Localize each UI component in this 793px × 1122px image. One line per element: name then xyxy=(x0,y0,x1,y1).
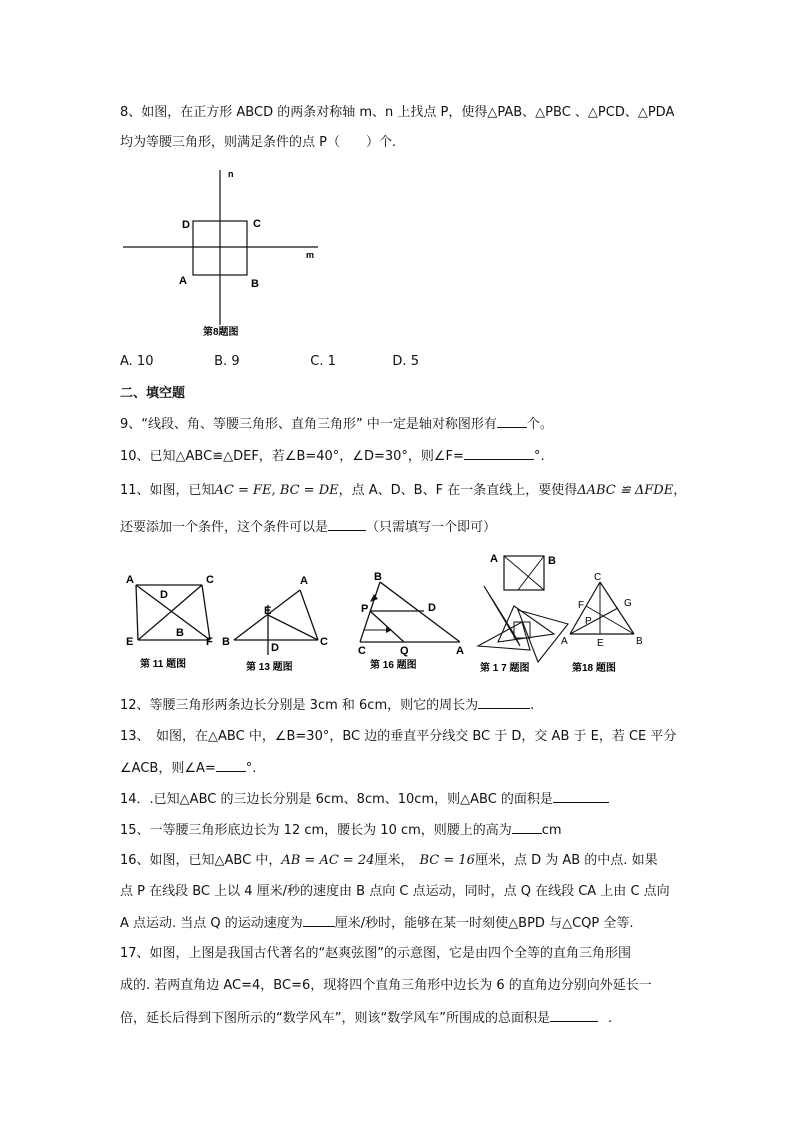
q16-text: 16、如图，已知△ABC 中， xyxy=(120,853,282,868)
q15-text-after: cm xyxy=(541,823,562,838)
q12-text: 12、等腰三角形两条边长分别是 3cm 和 6cm，则它的周长为 xyxy=(120,698,479,713)
q16-math-ab-ac: AB = AC = 24 xyxy=(281,853,375,868)
fig17 xyxy=(478,553,568,674)
label-D: D xyxy=(182,219,190,231)
fig16-C: C xyxy=(358,645,366,657)
q8-figure xyxy=(118,165,328,345)
q11-line2 xyxy=(120,517,496,538)
q10-text: 10、已知△ABC≌△DEF，若∠B=40°，∠D=30°，则∠F= xyxy=(120,449,464,464)
q8-option-c[interactable]: C. 1 xyxy=(310,354,336,369)
fig13-C: C xyxy=(320,636,328,648)
q8-option-a[interactable]: A. 10 xyxy=(120,354,154,369)
q17-line3-text: 倍，延长后得到下图所示的“数学风车”，则该“数学风车”所围成的总面积是 xyxy=(120,1011,550,1026)
q11-text-mid: ，点 A、D、B、F 在一条直线上，要使得 xyxy=(338,483,578,498)
q11-line1 xyxy=(120,481,686,501)
q8-line1: 8、如图，在正方形 ABCD 的两条对称轴 m、n 上找点 P，使得△PAB、△PBC 、△PCD、△PDA xyxy=(120,105,675,120)
q16-line3-text: A 点运动. 当点 Q 的运动速度为 xyxy=(120,916,303,931)
q11-text: 11、如图，已知 xyxy=(120,483,215,498)
label-A: A xyxy=(179,275,187,287)
q8-options xyxy=(120,352,419,372)
q11-math-condition: AC = FE, BC = DE xyxy=(214,483,339,498)
fig17-B: B xyxy=(548,555,556,567)
q17-answer-blank[interactable] xyxy=(550,1008,598,1022)
fig18-E: E xyxy=(597,638,604,649)
fig18-caption: 第18 题图 xyxy=(572,663,616,674)
q15 xyxy=(120,820,562,841)
figure-row xyxy=(118,550,678,680)
q12-answer-blank[interactable] xyxy=(478,695,530,709)
fig16-A: A xyxy=(456,645,464,657)
fig13-D: D xyxy=(271,642,279,654)
fig18-G: G xyxy=(624,598,632,609)
q16-text-after: 厘米，点 D 为 AB 的中点. 如果 xyxy=(474,853,658,868)
fig18-C: C xyxy=(594,572,602,583)
q12-text-after: . xyxy=(530,698,535,713)
fig18-B: B xyxy=(636,636,643,647)
q17-line1: 17、如图，上图是我国古代著名的“赵爽弦图”的示意图，它是由四个全等的直角三角形围 xyxy=(120,946,632,961)
q17-line3 xyxy=(120,1008,612,1029)
q13-line1: 13、 如图，在△ABC 中，∠B=30°，BC 边的垂直平分线交 BC 于 D，交 AB 于 E，若 CE 平分 xyxy=(120,729,677,744)
label-C: C xyxy=(253,218,261,230)
q10-text-after: °. xyxy=(533,449,545,464)
q16-answer-blank[interactable] xyxy=(303,913,335,927)
fig13-B: B xyxy=(222,636,230,648)
fig17-A: A xyxy=(490,553,498,565)
q8-option-b[interactable]: B. 9 xyxy=(214,354,240,369)
q16-line3-after: 厘米/秒时，能够在某一时刻使△BPD 与△CQP 全等. xyxy=(334,916,634,931)
q11-answer-blank[interactable] xyxy=(328,517,366,531)
q15-answer-blank[interactable] xyxy=(512,820,542,834)
fig11-F: F xyxy=(206,636,213,648)
q13-line2-text: ∠ACB，则∠A= xyxy=(120,761,216,776)
q10-answer-blank[interactable] xyxy=(464,446,534,460)
q8-option-d[interactable]: D. 5 xyxy=(392,354,419,369)
q14-text: 14．.已知△ABC 的三边长分别是 6cm、8cm、10cm，则△ABC 的面积是 xyxy=(120,792,553,807)
fig13-E: E xyxy=(264,605,272,617)
fig11 xyxy=(126,574,214,670)
q9 xyxy=(120,414,553,435)
fig18-A: A xyxy=(561,636,568,647)
fig8-caption: 第8题图 xyxy=(203,327,239,338)
fig16-Q: Q xyxy=(400,645,409,657)
fig16-P: P xyxy=(361,603,369,615)
q16-line2: 点 P 在线段 BC 上以 4 厘米/秒的速度由 B 点向 C 点运动，同时，点 Q 在线段 CA 上由 C 点向 xyxy=(120,884,670,899)
fig16-D: D xyxy=(428,602,436,614)
fig11-D: D xyxy=(160,589,168,601)
fig18-P: P xyxy=(585,616,592,627)
fig13-A: A xyxy=(300,575,308,587)
fig11-A: A xyxy=(126,574,134,586)
q13-line2 xyxy=(120,758,256,779)
label-m: m xyxy=(306,250,315,260)
fig11-C: C xyxy=(206,574,214,586)
q11-text-end: ， xyxy=(673,483,687,498)
fig18 xyxy=(561,572,643,674)
fig16 xyxy=(358,571,464,671)
q11-line2-after: （只需填写一个即可） xyxy=(366,520,497,535)
section-title: 二、填空题 xyxy=(120,386,186,401)
q12 xyxy=(120,695,534,716)
q13-line2-after: °. xyxy=(245,761,257,776)
fig13 xyxy=(222,575,328,673)
q13-answer-blank[interactable] xyxy=(216,758,246,772)
fig16-B: B xyxy=(374,571,382,583)
fig13-caption: 第 13 题图 xyxy=(246,662,293,673)
q15-text: 15、一等腰三角形底边长为 12 cm，腰长为 10 cm，则腰上的高为 xyxy=(120,823,512,838)
q9-text: 9、“线段、角、等腰三角形、直角三角形” 中一定是轴对称图形有 xyxy=(120,417,497,432)
q11-line2-text: 还要添加一个条件，这个条件可以是 xyxy=(120,520,329,535)
q14 xyxy=(120,789,609,810)
q14-answer-blank[interactable] xyxy=(553,789,609,803)
fig17-caption: 第 1 7 题图 xyxy=(480,663,530,674)
q16-text-mid: 厘米， xyxy=(374,853,414,868)
fig11-B: B xyxy=(176,627,184,639)
q17-line3-after: . xyxy=(607,1011,613,1026)
q11-math-congruence: ΔABC ≌ ΔFDE xyxy=(577,483,674,498)
fig11-caption: 第 11 题图 xyxy=(140,659,187,670)
label-B: B xyxy=(251,278,259,290)
label-n: n xyxy=(228,169,234,179)
q8-line2: 均为等腰三角形，则满足条件的点 P（ ）个. xyxy=(120,135,397,150)
q17-line2: 成的. 若两直角边 AC=4，BC=6，现将四个直角三角形中边长为 6 的直角边分别向外延长一 xyxy=(120,978,652,993)
fig18-F: F xyxy=(578,600,585,611)
q16-line1 xyxy=(120,851,658,871)
q9-text-after: 个。 xyxy=(526,417,553,432)
fig11-E: E xyxy=(126,636,134,648)
q9-answer-blank[interactable] xyxy=(497,414,527,428)
fig16-caption: 第 16 题图 xyxy=(370,660,417,671)
q16-math-bc: BC = 16 xyxy=(419,853,475,868)
q10 xyxy=(120,446,545,467)
q16-line3 xyxy=(120,913,634,934)
